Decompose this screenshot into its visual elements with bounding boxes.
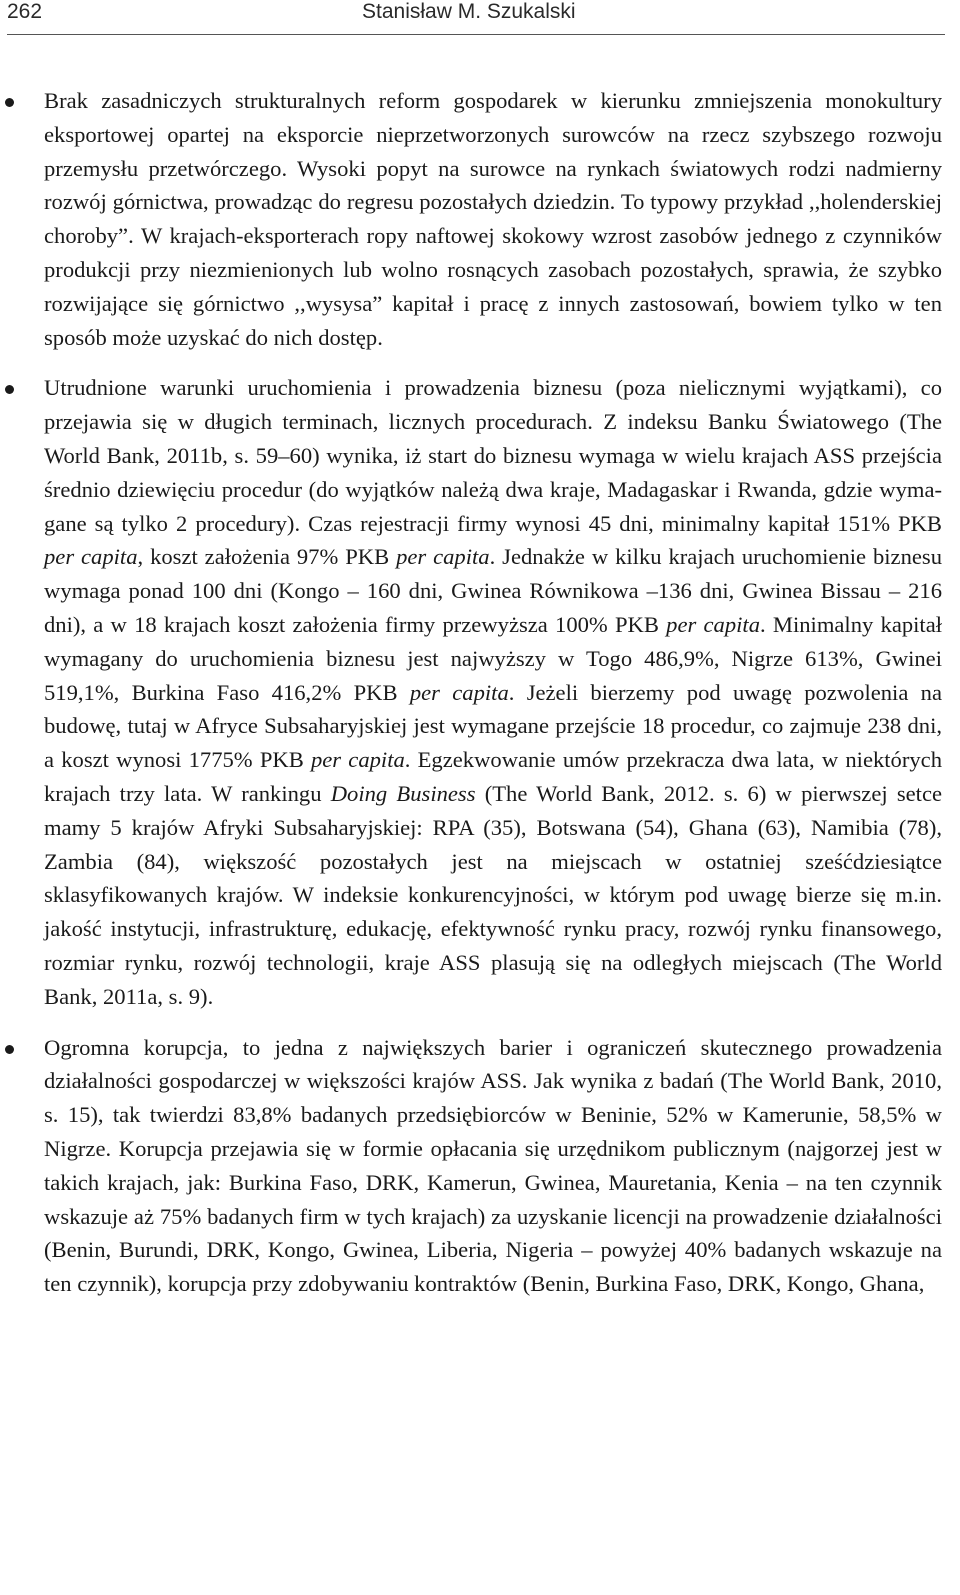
header-rule <box>7 34 945 35</box>
italic-text-run: per capita <box>409 679 509 705</box>
italic-text-run: per capita <box>666 611 760 637</box>
bullet-item-reforms <box>0 84 960 354</box>
bullet-icon <box>5 98 14 107</box>
text-run: (The World Bank, 2012. s. 6) w pierwszej setce mamy 5 krajów Afryki Subsaharyjskiej: RPA (35), Botswana (54), Ghana (63), Namibia (78), Zambia (84), większość pozostałych jest na miejscach w ostatniej sześćdziesiątce sklasyfikowanych krajów. W indeksie konkurencyjności, w którym pod uwagę bierze się m.in. jakość instytucji, infrastrukturę, edukację, efektywność rynku pracy, rozwój rynku finansowego, rozmiar rynku, rozwój technologii, kraje ASS plasują się na odległych miejscach (The World Bank, 2011a, s. 9). <box>44 780 943 1009</box>
running-head <box>7 0 945 30</box>
text-run: . Minimalny kapitał wymagany do uruchomienia biznesu jest najwyższy w Togo 486,9%, Nigrze 613%, Gwinei 519,1%, Burkina Faso 416,2% PKB <box>44 611 942 705</box>
bullet-paragraph <box>44 371 942 1013</box>
italic-text-run: per capita <box>310 747 405 773</box>
text-run: . Jeżeli bierzemy pod uwagę pozwolenia na budowę, tutaj w Afryce Subsaharyjskiej jest wymagane przejście 18 procedur, co zajmuje 238 dni, a koszt wynosi 1775% PKB <box>44 679 942 773</box>
bullet-list <box>0 84 960 1318</box>
text-run: . Jednakże w kilku krajach uruchomienie biznesu wymaga ponad 100 dni (Kongo – 160 dni, Gwinea Równikowa –136 dni, Gwinea Bissau – 216 dni), a w 18 krajach koszt założenia firmy przewyższa 100% PKB <box>44 544 942 637</box>
bullet-item-business-conditions <box>0 371 960 1013</box>
bullet-icon <box>5 1045 14 1054</box>
text-run: Ogromna korupcja, to jedna z największych barier i ograniczeń skutecznego prowadzenia działalności gospodarczej w większości krajów ASS. Jak wynika z badań (The World Bank, 2010, s. 15), tak twierdzi 83,8% badanych przedsiębiorców w Beninie, 52% w Kamerunie, 58,5% w Nigrze. Korupcja przejawia się w formie opłacania się urzędnikom publicznym (najgorzej jest w takich krajach, jak: Burkina Faso, DRK, Kamerun, Gwinea, Mauretania, Kenia – na ten czynnik wskazuje aż 75% badanych firm w tych krajach) za uzyskanie licencji na prowadzenie działalności (Benin, Burundi, DRK, Kongo, Gwinea, Liberia, Nigeria – powyżej 40% badanych wskazuje na ten czynnik), korupcja przy zdobywaniu kontraktów (Benin, Burkina Faso, DRK, Kongo, Ghana, <box>44 1034 942 1297</box>
text-run: Brak zasadniczych strukturalnych reform gospodarek w kierunku zmniejszenia monokultury eksportowej opartej na eksporcie nieprzetworzonych surowców na rzecz szybszego rozwoju przemysłu przetwórczego. Wysoki popyt na surowce na rynkach światowych rodzi nadmierny rozwój górnictwa, prowadząc do regresu pozostałych dziedzin. To typowy przykład ,,holenderskiej choroby”. W krajach-eksporterach ropy naftowej skokowy wzrost zasobów jednego z czynników produkcji przy niezmienionych lub wolno rosnących zasobach pozostałych, sprawia, że szybko rozwijające się górnictwo ,,wysysa” kapitał i pracę z innych zastosowań, bowiem tylko w ten sposób może uzyskać do nich dostęp. <box>44 88 942 350</box>
italic-text-run: per capita <box>44 544 138 570</box>
italic-text-run: per capita <box>396 544 490 570</box>
page-number: 262 <box>7 0 43 23</box>
text-run: , koszt założenia 97% PKB <box>137 544 397 570</box>
bullet-item-corruption <box>0 1031 960 1301</box>
text-run: Utrudnione warunki uruchomienia i prowadzenia biznesu (poza nielicznymi wyjątkami), co przejawia się w długich terminach, licznych procedurach. Z indeksu Banku Światowego (The World Bank, 2011b, s. 59–60) wynika, iż start do biznesu wymaga w wielu krajach ASS przejścia średnio dziewięciu procedur (do wyjątków należą dwa kraje, Madagaskar i Rwanda, gdzie wymagane są tylko 2 procedury). Czas rejestracji firmy wynosi 45 dni, minimalny kapitał 151% PKB <box>44 375 942 536</box>
bullet-icon <box>5 385 14 394</box>
running-head-author: Stanisław M. Szukalski <box>362 0 576 23</box>
bullet-paragraph <box>44 84 942 354</box>
bullet-paragraph <box>44 1031 942 1301</box>
italic-text-run: Doing Business <box>330 780 476 806</box>
text-run: . Egzekwowanie umów przekracza dwa lata, w niektórych krajach trzy lata. W rankingu <box>44 747 942 806</box>
